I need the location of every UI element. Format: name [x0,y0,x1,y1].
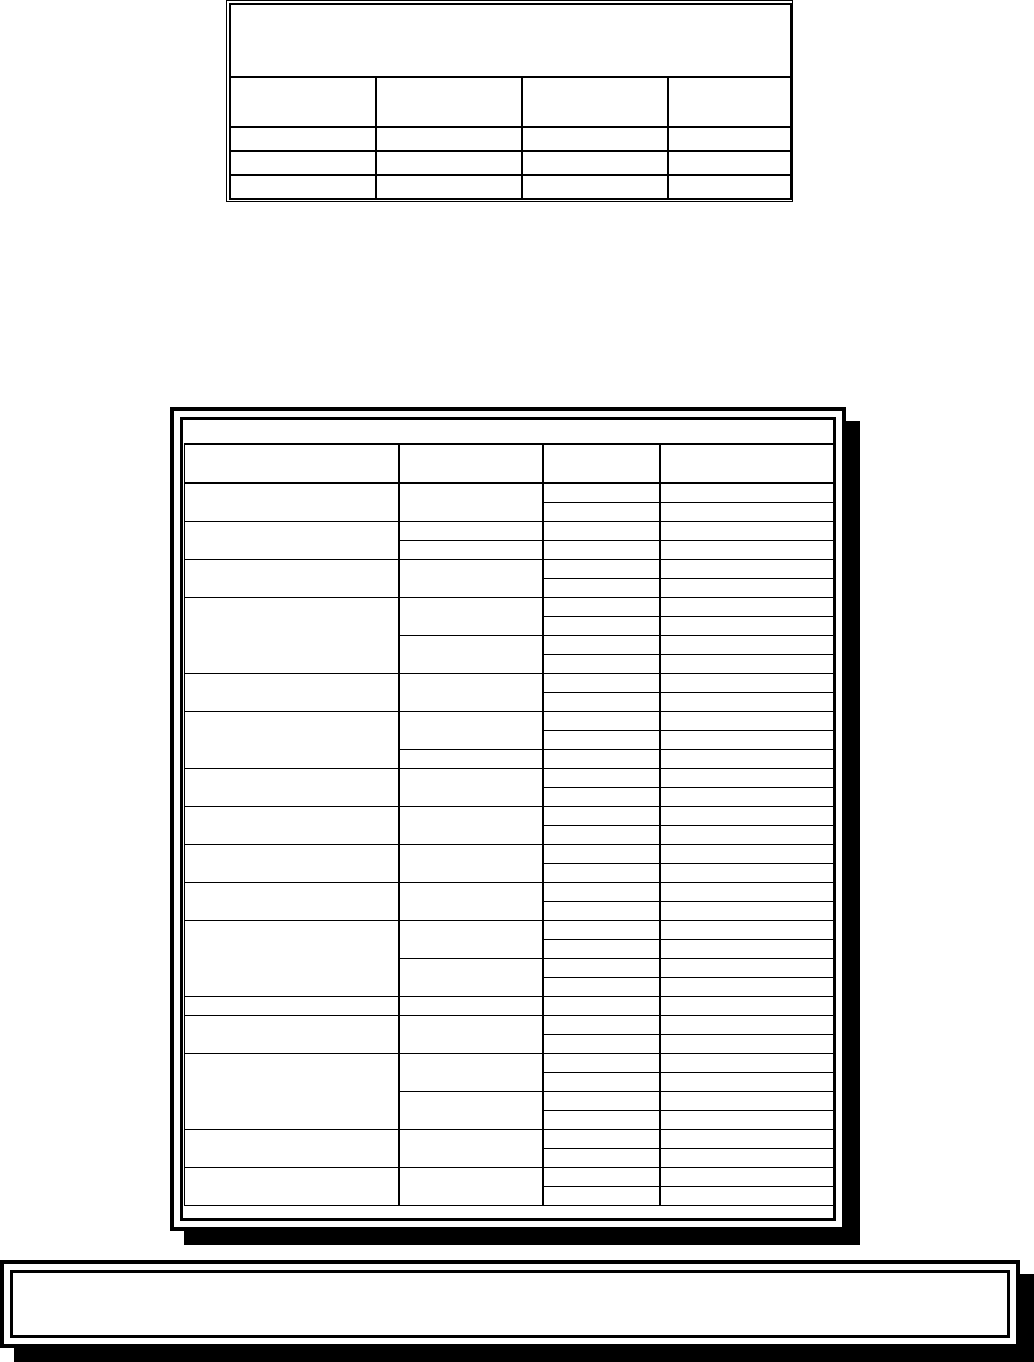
table-cell [668,151,791,175]
table-cell [660,674,835,693]
table-cell [543,1092,660,1111]
table-cell [543,522,660,541]
table-cell [543,997,660,1016]
table-cell [660,617,835,636]
table-cell [543,1187,660,1206]
table-cell [185,997,399,1016]
table-cell [543,579,660,598]
table-cell [399,483,543,522]
middle-table-header-2 [399,444,543,483]
table-cell [399,883,543,921]
table-cell [399,598,543,636]
table-cell [185,560,399,598]
table-cell [668,127,791,151]
table-cell [543,1016,660,1035]
table-cell [660,883,835,902]
table-cell [660,1092,835,1111]
table-cell [399,1054,543,1092]
table-row [185,997,835,1016]
table-cell [543,864,660,883]
table-cell [543,483,660,503]
table-cell [660,483,835,503]
top-table [229,3,792,200]
middle-table [184,421,835,1206]
table-row [185,883,835,902]
table-cell [399,1168,543,1206]
table-row [230,127,791,151]
table-cell [543,617,660,636]
table-cell [185,883,399,921]
table-cell [543,788,660,807]
table-cell [185,522,399,560]
middle-table-header-1 [185,444,399,483]
table-cell [543,674,660,693]
table-cell [185,674,399,712]
table-cell [230,127,376,151]
table-cell [660,959,835,978]
table-cell [543,769,660,788]
table-row [185,483,835,503]
top-table-header-4 [668,77,791,127]
table-cell [399,636,543,674]
table-cell [660,503,835,522]
table-cell [543,1168,660,1187]
table-cell [660,1035,835,1054]
table-row [230,175,791,199]
table-cell [376,151,522,175]
table-cell [543,902,660,921]
table-cell [399,1016,543,1054]
table-row [185,712,835,731]
table-cell [660,1149,835,1168]
table-cell [376,175,522,199]
middle-table-header-3 [543,444,660,483]
table-cell [660,788,835,807]
table-cell [660,560,835,579]
table-cell [660,997,835,1016]
table-cell [543,807,660,826]
table-cell [543,978,660,997]
table-cell [399,807,543,845]
table-cell [543,693,660,712]
table-cell [660,845,835,864]
table-cell [660,1187,835,1206]
table-cell [543,560,660,579]
table-cell [399,845,543,883]
table-cell [543,1035,660,1054]
table-cell [185,921,399,997]
table-cell [543,598,660,617]
table-cell [543,921,660,940]
table-cell [660,769,835,788]
table-cell [660,1130,835,1149]
table-cell [660,902,835,921]
table-row [185,1054,835,1073]
table-cell [185,1016,399,1054]
table-cell [543,655,660,674]
table-cell [660,750,835,769]
bottom-box [10,1270,1010,1338]
table-row [185,522,835,541]
table-cell [185,483,399,522]
top-table-header-3 [522,77,668,127]
table-cell [660,1168,835,1187]
table-cell [399,769,543,807]
table-cell [185,712,399,769]
table-cell [660,1016,835,1035]
table-cell [399,541,543,560]
table-cell [660,826,835,845]
table-cell [543,503,660,522]
table-row [185,1168,835,1187]
table-cell [660,1111,835,1130]
table-cell [399,712,543,750]
table-cell [185,1054,399,1130]
table-cell [399,750,543,769]
table-cell [399,1130,543,1168]
table-cell [376,127,522,151]
table-row [185,769,835,788]
table-cell [543,1149,660,1168]
table-cell [543,940,660,959]
table-row [185,674,835,693]
table-cell [522,151,668,175]
table-cell [185,598,399,674]
table-cell [660,693,835,712]
table-cell [522,127,668,151]
table-cell [230,151,376,175]
table-cell [185,807,399,845]
table-cell [660,598,835,617]
table-cell [543,750,660,769]
table-cell [543,826,660,845]
table-cell [185,845,399,883]
table-cell [660,731,835,750]
table-cell [399,1092,543,1130]
middle-table-header-4 [660,444,835,483]
table-row [185,1016,835,1035]
table-cell [543,1054,660,1073]
table-cell [660,579,835,598]
table-cell [543,845,660,864]
table-cell [660,712,835,731]
table-cell [543,1130,660,1149]
table-cell [185,769,399,807]
table-row [230,151,791,175]
table-cell [399,674,543,712]
top-table-title [230,4,791,77]
table-cell [399,522,543,541]
table-row [185,921,835,940]
table-cell [230,175,376,199]
table-cell [660,864,835,883]
table-cell [660,541,835,560]
table-cell [660,1054,835,1073]
table-row [185,845,835,864]
table-cell [399,921,543,959]
table-cell [660,940,835,959]
table-cell [668,175,791,199]
table-row [185,1130,835,1149]
top-table-header-1 [230,77,376,127]
table-row [185,807,835,826]
table-cell [543,731,660,750]
table-cell [399,560,543,598]
table-cell [543,1073,660,1092]
table-cell [543,636,660,655]
top-table-header-2 [376,77,522,127]
middle-table-caption [185,421,835,444]
table-cell [543,959,660,978]
table-cell [399,959,543,997]
table-cell [660,636,835,655]
table-cell [660,921,835,940]
table-cell [543,883,660,902]
table-cell [543,1111,660,1130]
table-cell [660,807,835,826]
table-cell [660,978,835,997]
table-cell [660,655,835,674]
table-cell [185,1130,399,1168]
table-cell [543,541,660,560]
table-cell [660,1073,835,1092]
table-cell [185,1168,399,1206]
table-cell [543,712,660,731]
table-cell [660,522,835,541]
table-cell [399,997,543,1016]
table-row [185,598,835,617]
table-cell [522,175,668,199]
table-row [185,560,835,579]
